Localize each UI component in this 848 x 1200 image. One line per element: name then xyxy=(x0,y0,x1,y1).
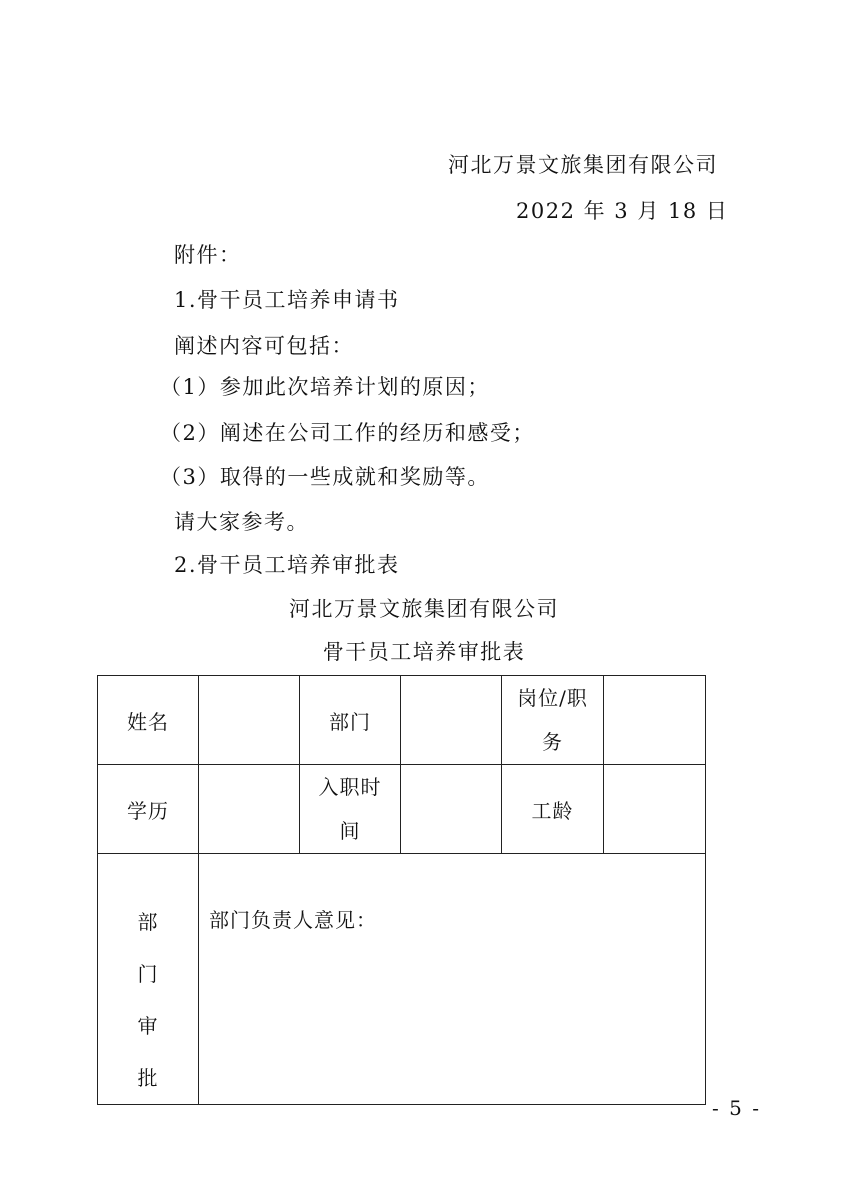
attachment-item-2-title: 2.骨干员工培养审批表 xyxy=(174,553,400,577)
dept-head-opinion-label: 部门负责人意见： xyxy=(209,908,377,932)
form-company-name: 河北万景文旅集团有限公司 xyxy=(289,597,559,621)
name-field[interactable] xyxy=(199,676,300,765)
approval-form-table xyxy=(97,675,706,1105)
education-label: 学历 xyxy=(98,765,199,854)
signature-date: 2022 年 3 月 18 日 xyxy=(516,199,729,223)
seniority-field[interactable] xyxy=(604,765,706,854)
seniority-label: 工龄 xyxy=(502,765,604,854)
signature-company: 河北万景文旅集团有限公司 xyxy=(448,153,718,177)
dept-approval-label xyxy=(98,854,199,1105)
department-label: 部门 xyxy=(300,676,401,765)
attachment-item-1-title: 1.骨干员工培养申请书 xyxy=(174,288,400,312)
hire-date-field[interactable] xyxy=(401,765,502,854)
position-label xyxy=(502,676,604,765)
department-field[interactable] xyxy=(401,676,502,765)
table-row xyxy=(98,676,706,765)
list-item: （3）取得的一些成就和奖励等。 xyxy=(160,465,490,489)
hire-date-label xyxy=(300,765,401,854)
list-item: （2）阐述在公司工作的经历和感受； xyxy=(160,421,535,445)
list-item: （1）参加此次培养计划的原因； xyxy=(160,375,490,399)
education-field[interactable] xyxy=(199,765,300,854)
form-title: 骨干员工培养审批表 xyxy=(322,640,526,664)
position-field[interactable] xyxy=(604,676,706,765)
dept-head-opinion-field[interactable] xyxy=(199,854,706,1105)
attachment-label: 附件： xyxy=(174,243,242,267)
intro-text: 阐述内容可包括： xyxy=(174,334,354,358)
table-row xyxy=(98,765,706,854)
closing-text: 请大家参考。 xyxy=(174,510,309,534)
position-label-text: 岗位/职务 xyxy=(517,686,588,754)
table-row xyxy=(98,854,706,1105)
hire-date-label-text: 入职时间 xyxy=(318,775,382,843)
name-label: 姓名 xyxy=(98,676,199,765)
dept-approval-label-text: 部门审批 xyxy=(137,910,159,1090)
page-number: - 5 - xyxy=(712,1096,761,1120)
